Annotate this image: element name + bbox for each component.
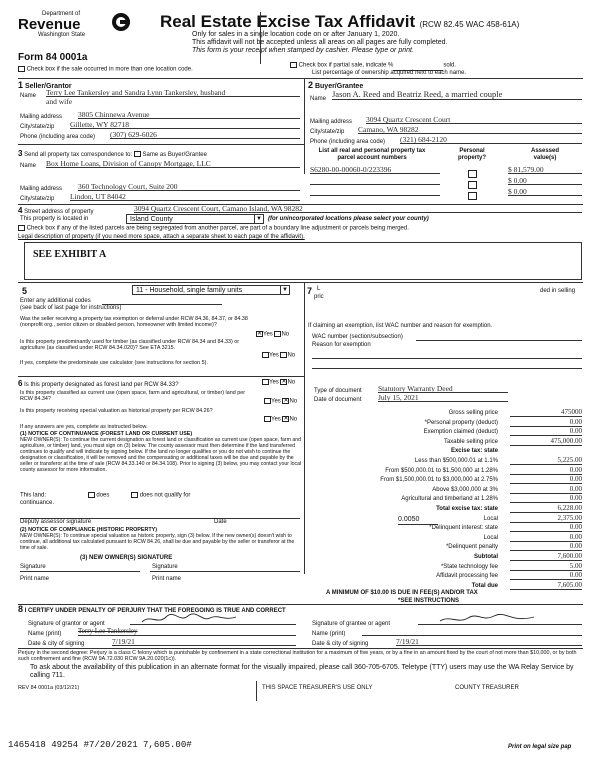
seller-name-field[interactable]: Terry Lee Tankersley and Sandra Lynn Tankersley, husband [46,88,300,97]
s6-q3-yesno[interactable]: Yes ✕ No [264,416,297,424]
same-as-buyer-check[interactable] [134,151,141,157]
property-address-field[interactable]: 3094 Quartz Crescent Court, Camano Island, WA 98282 [134,204,582,213]
land-use-select[interactable]: 11 - Household, single family units ▼ [132,285,290,295]
legal-description-field[interactable]: SEE EXHIBIT A [24,242,582,280]
tax-row-value[interactable]: 0.00 [510,475,582,484]
seller-mailing-field[interactable]: 3805 Chinnewa Avenue [78,110,300,119]
multi-location-check[interactable]: Check box if the sale occurred in more than one location code. [18,66,193,74]
tax-row-label: From $1,500,000.01 to $3,000,000 at 2.75% [380,477,498,484]
tax-row-label: *State technology fee [440,563,498,570]
tax-row-value[interactable]: 7,600.00 [510,552,582,561]
grantee-signature[interactable] [418,613,582,625]
buyer-name-field[interactable]: Jason A. Reed and Beatriz Reed, a married couple [332,89,582,100]
personal-property-check[interactable] [468,187,477,205]
tax-row-label: Exemption claimed (deduct) [423,429,498,436]
seller-section: 1 Seller/Grantor [18,80,72,90]
tax-row-label: Excise tax: state [450,448,498,455]
tax-row-label: Affidavit processing fee [436,573,498,580]
tax-row-label: *Delinquent interest: state [429,525,498,532]
chevron-down-icon: ▼ [254,215,263,224]
partial-sale-check[interactable]: Check box if partial sale, indicate % sold. [290,62,456,71]
page-title: Real Estate Excise Tax Affidavit (RCW 82.45 WAC 458-61A) [160,12,520,31]
correspondence-name-field[interactable]: Box Home Loans, Division of Canopy Mortgage, LLC [46,159,300,168]
tax-row-label: *Personal property (deduct) [424,419,498,426]
revenue-seal-icon [112,13,130,31]
buyer-phone-field[interactable]: (321) 684-2120 [400,135,582,144]
tax-row-label: Less than $500,000.01 at 1.1% [414,458,498,464]
land-qualify-row: This land: does does not qualify for [20,492,191,499]
agency-line2: Revenue [18,16,81,33]
assessed-value-field[interactable]: $ 0.00 [508,187,582,196]
grantee-print-name[interactable] [362,627,582,636]
grantor-date-city[interactable]: 7/19/21 [112,637,296,646]
tax-row-label: Local [483,515,498,522]
tax-row-label: Gross selling price [448,410,498,416]
s6-q2-yesno[interactable]: Yes ✕ No [264,398,297,406]
tax-row-value[interactable]: 6,228.00 [510,504,582,513]
tax-row-label: Taxable selling price [443,438,498,445]
seller-name-line2: and wife [46,97,73,106]
tax-row-value[interactable]: 0.00 [510,494,582,503]
tax-row-value[interactable]: 5,225.00 [510,456,582,465]
perjury-notice: Perjury in the second degree: Perjury is a class C felony which is punishable by confinement in a state correctional institution for a maximum of five years, or by a fine in an amount fixed by the court of not more than $10,000, or by both such confinement and fine (RCW 9A.72.030 RCW 9A.20.020(1c)). [18,650,577,663]
tax-row-label: Total due [471,582,498,589]
agency-logo [18,11,138,39]
correspondence-section: 3 Send all property tax correspondence to: Same as Buyer/Grantee [18,149,207,158]
tax-row-label: Above $3,000,000 at 3% [432,486,498,493]
tax-row-value[interactable]: 0.00 [510,427,582,436]
seller-phone-field[interactable]: (307) 629-6026 [110,130,300,139]
tax-row-label: Agricultural and timberland at 1.28% [401,496,498,503]
tax-row-value[interactable]: 5.00 [510,562,582,571]
county-select[interactable]: Island County ▼ [126,214,264,224]
revision: REV 84 0001a (03/12/21) [18,685,80,691]
assessed-value-field[interactable]: $ 81,579.00 [508,165,582,174]
tax-row-label: Subtotal [474,554,498,560]
s6-q1-yesno[interactable]: Yes ✕ No [262,379,295,387]
correspondence-city-field[interactable]: Lindon, UT 84042 [70,192,300,201]
parcel-header: List all real and personal property tax parcel account numbers [318,148,426,161]
tax-row-value[interactable]: 0.00 [510,418,582,427]
s5-q1-yesno[interactable]: ✕Yes No [256,331,289,339]
assessed-value-field[interactable]: $ 0.00 [508,176,582,185]
tax-row-value[interactable]: 7,605.00 [510,581,582,590]
tax-row-value[interactable]: 0.00 [510,523,582,532]
grantee-date-city[interactable]: 7/19/21 [396,637,582,646]
grantor-print-name[interactable]: Terry Lee Tankersley [78,627,296,636]
tax-row-label: From $500,000.01 to $1,500,000 at 1.28% [385,467,498,474]
parcel-number-field[interactable] [310,176,440,185]
segregated-check[interactable]: Check box if any of the listed parcels are being segregated from another parcel, are part of a boundary line adjustment or parcels being merged. [18,225,409,233]
grantor-signature[interactable] [130,613,296,625]
alt-format-notice: To ask about the availability of this publication in an alternate format for the visually impaired, please call 360-705-6705. Teletype (TTY) users may use the WA Relay Service by calling 711. [30,664,574,679]
tax-row-label: Total excise tax: state [436,506,498,512]
receipt-stamp: 1465418 49254 #7/20/2021 7,605.00# [8,740,192,750]
property-address-row: 4 Street address of property [18,206,94,215]
tax-row-value[interactable]: 0.00 [510,542,582,551]
form-number: Form 84 0001a [18,52,88,63]
local-rate-field[interactable]: 0.0050 [398,516,438,525]
tax-row-label: Local [483,534,498,541]
tax-row-value[interactable]: 0.00 [510,466,582,475]
buyer-mailing-field[interactable]: 3094 Quartz Crescent Court [366,115,582,124]
buyer-city-field[interactable]: Camano, WA 98282 [358,125,582,134]
document-date-field[interactable]: July 15, 2021 [378,393,508,402]
ownership-note: List percentage of ownership acquired next to each name. [312,70,467,76]
seller-city-field[interactable]: Gillette, WY 82718 [70,120,300,129]
s5-q2-yesno[interactable]: Yes No [262,352,295,360]
agency-line1: Department of [42,11,81,17]
legal-paper-note: Print on legal size pap [508,744,572,750]
tax-row-value[interactable]: 2,375.00 [510,514,582,523]
tax-row-label: *Delinquent penalty [445,544,498,551]
forest-land-q: 6 Is this property designated as forest land per RCW 84.33? [18,379,179,388]
subtitle: Only for sales in a single location code on or after January 1, 2020. This affidavit will not be accepted unless all areas on all pages are fully completed. This form is your receipt when stamped by cashier. Please type or print. [192,31,448,54]
certification: 8 I CERTIFY UNDER PENALTY OF PERJURY THAT THE FOREGOING IS TRUE AND CORRECT [18,604,286,614]
document-type-field[interactable]: Statutory Warranty Deed [378,384,508,393]
chevron-down-icon: ▼ [280,286,289,295]
tax-row-value[interactable]: 0.00 [510,533,582,542]
buyer-section: 2 Buyer/Grantee [308,80,364,90]
correspondence-mailing-field[interactable]: 360 Technology Court, Suite 200 [78,182,300,191]
tax-row-value[interactable]: 475,000.00 [510,437,582,446]
tax-row-value[interactable]: 475000 [510,408,582,417]
agency-line3: Washington State [38,32,86,38]
parcel-number-field[interactable] [310,187,440,196]
tax-row-value[interactable]: 0.00 [510,485,582,494]
parcel-number-field[interactable]: S6280-00-00060-0/223396 [310,165,440,174]
tax-row-value[interactable]: 0.00 [510,571,582,580]
